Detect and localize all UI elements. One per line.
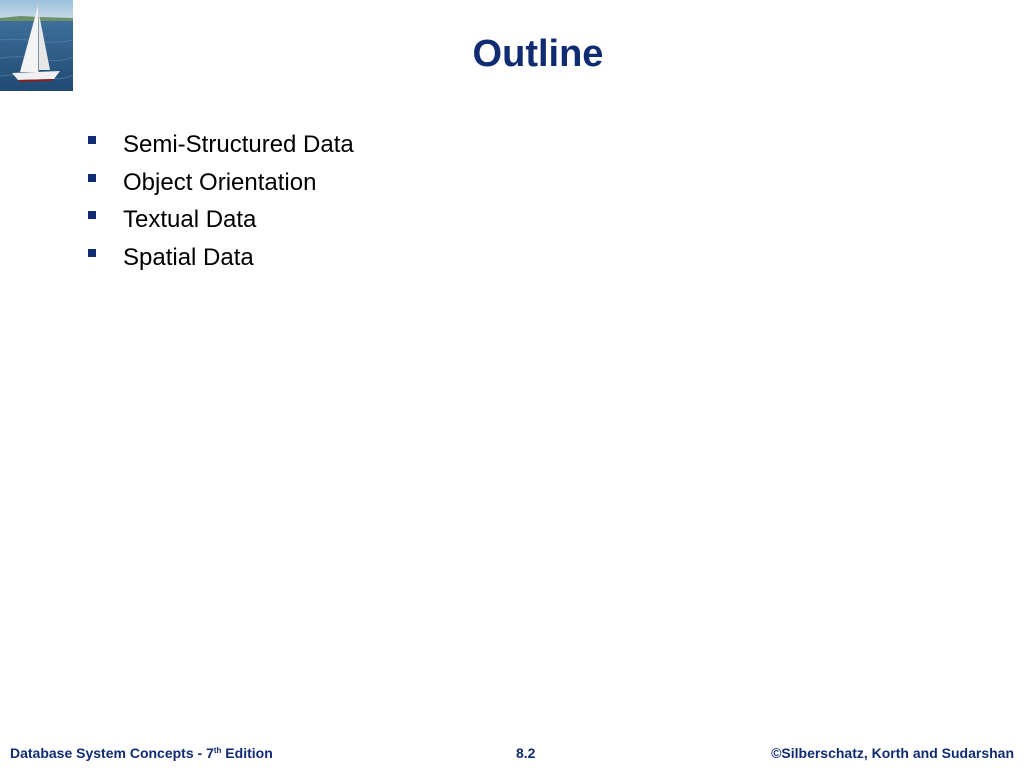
bullet-item bbox=[86, 239, 354, 277]
footer-copyright: ©Silberschatz, Korth and Sudarshan bbox=[771, 745, 1014, 761]
slide-title: Outline bbox=[472, 33, 604, 75]
footer-book-title-text: Database System Concepts - 7 bbox=[10, 745, 214, 761]
slide-footer bbox=[0, 745, 1024, 765]
bullet-list bbox=[86, 126, 354, 276]
footer-edition-suffix: Edition bbox=[221, 745, 273, 761]
bullet-item bbox=[86, 126, 354, 164]
bullet-text: Spatial Data bbox=[123, 243, 254, 271]
square-bullet-icon bbox=[88, 211, 96, 219]
bullet-text: Textual Data bbox=[123, 206, 257, 233]
bullet-text: Object Orientation bbox=[123, 168, 317, 196]
footer-edition-superscript: th bbox=[213, 746, 222, 755]
footer-book-title bbox=[10, 745, 273, 761]
square-bullet-icon bbox=[88, 136, 96, 144]
bullet-item bbox=[86, 164, 354, 202]
square-bullet-icon bbox=[88, 249, 96, 257]
bullet-text: Semi-Structured Data bbox=[123, 131, 354, 158]
bullet-item bbox=[86, 201, 354, 239]
footer-page-number: 8.2 bbox=[516, 745, 536, 761]
square-bullet-icon bbox=[88, 174, 96, 182]
